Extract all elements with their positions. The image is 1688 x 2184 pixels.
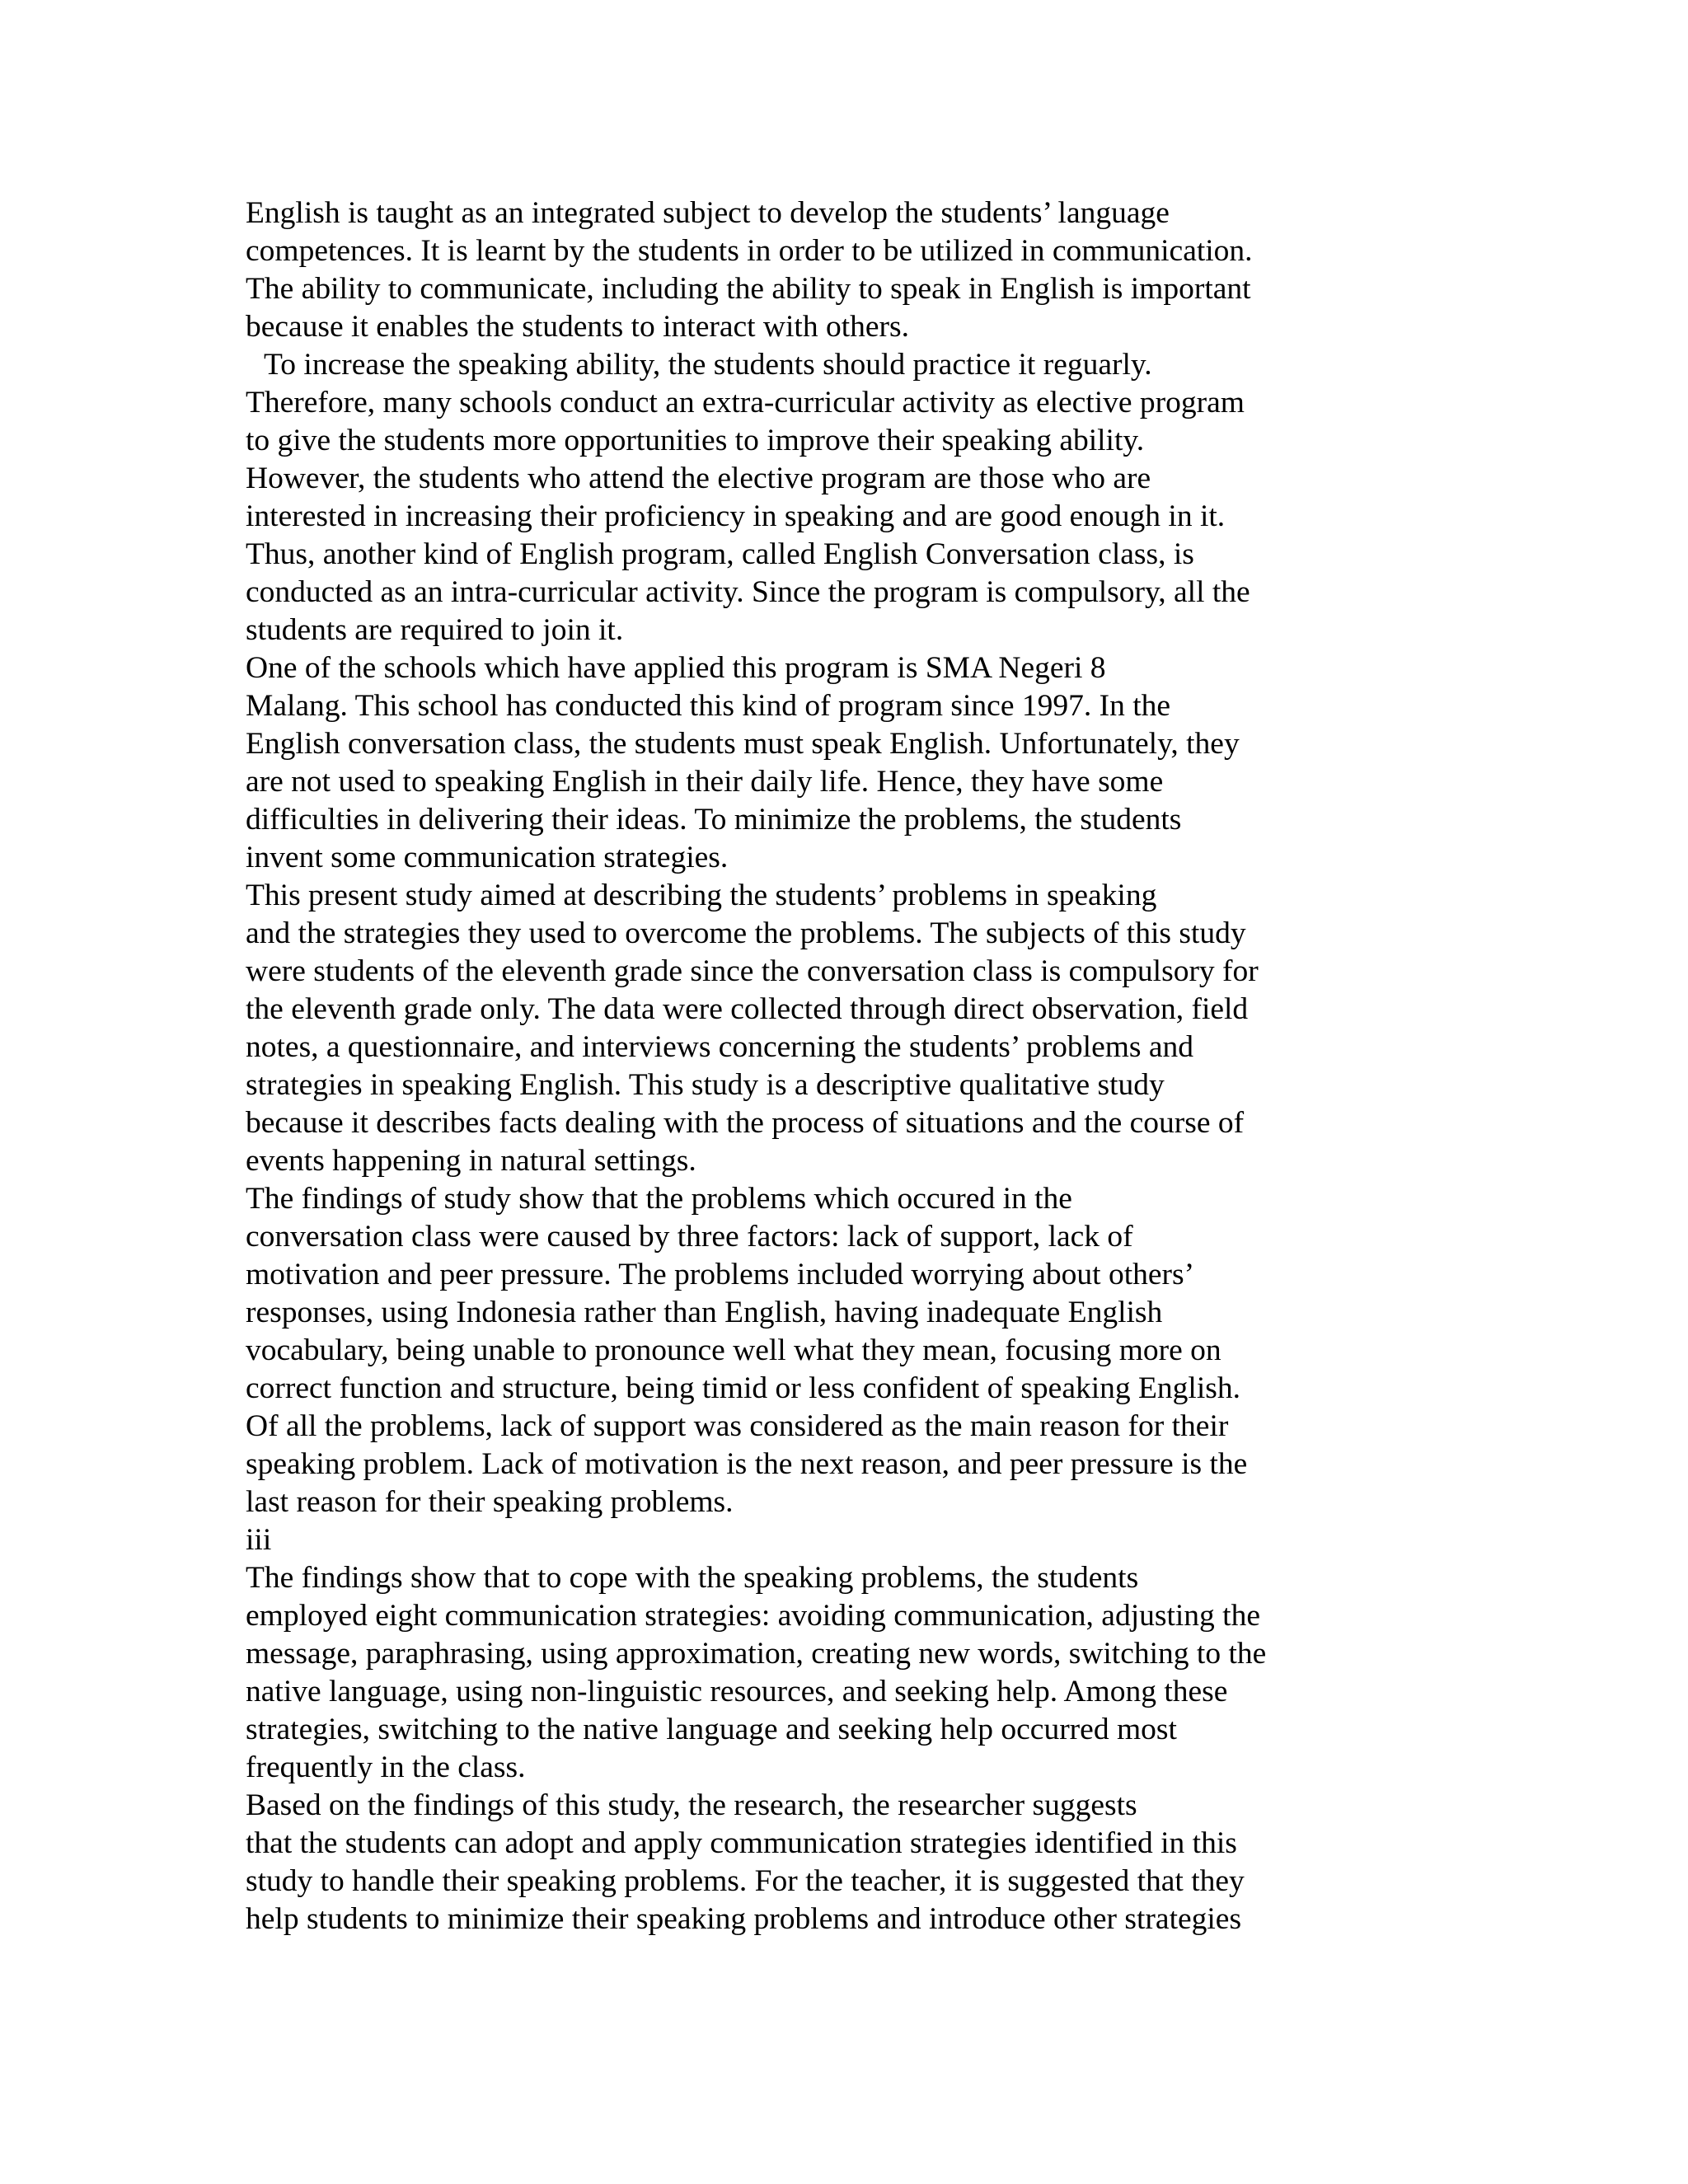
text-line: and the strategies they used to overcome the problems. The subjects of this study xyxy=(246,916,1246,950)
text-line: This present study aimed at describing the students’ problems in speaking xyxy=(246,879,1157,912)
text-line: To increase the speaking ability, the students should practice it reguarly. xyxy=(264,348,1152,382)
text-line: are not used to speaking English in their daily life. Hence, they have some xyxy=(246,765,1164,799)
text-line: to give the students more opportunities to improve their speaking ability. xyxy=(246,424,1145,457)
text-line: help students to minimize their speaking problems and introduce other strategies xyxy=(246,1902,1242,1936)
text-line: because it describes facts dealing with the process of situations and the course of xyxy=(246,1106,1245,1140)
text-line: the eleventh grade only. The data were collected through direct observation, field xyxy=(246,992,1249,1026)
text-line: were students of the eleventh grade since the conversation class is compulsory for xyxy=(246,954,1259,988)
page-number: iii xyxy=(246,1523,272,1557)
text-line: students are required to join it. xyxy=(246,613,624,647)
text-line: because it enables the students to interact with others. xyxy=(246,310,909,344)
text-line: Of all the problems, lack of support was considered as the main reason for their xyxy=(246,1409,1229,1443)
text-line: notes, a questionnaire, and interviews concerning the students’ problems and xyxy=(246,1030,1194,1064)
text-line: native language, using non-linguistic resources, and seeking help. Among these xyxy=(246,1675,1228,1708)
text-line: correct function and structure, being timid or less confident of speaking English. xyxy=(246,1371,1240,1405)
text-line: responses, using Indonesia rather than English, having inadequate English xyxy=(246,1296,1163,1329)
text-line: last reason for their speaking problems. xyxy=(246,1485,734,1519)
text-line: difficulties in delivering their ideas. To minimize the problems, the students xyxy=(246,803,1182,837)
text-line: invent some communication strategies. xyxy=(246,841,729,874)
text-line: The findings show that to cope with the speaking problems, the students xyxy=(246,1561,1139,1595)
text-line: English is taught as an integrated subject to develop the students’ language xyxy=(246,196,1170,230)
text-line: Malang. This school has conducted this kind of program since 1997. In the xyxy=(246,689,1171,723)
text-line: However, the students who attend the elective program are those who are xyxy=(246,462,1151,495)
text-line: vocabulary, being unable to pronounce well what they mean, focusing more on xyxy=(246,1333,1221,1367)
text-line: motivation and peer pressure. The problems included worrying about others’ xyxy=(246,1258,1195,1291)
text-line: employed eight communication strategies: avoiding communication, adjusting the xyxy=(246,1599,1260,1633)
text-line: events happening in natural settings. xyxy=(246,1144,696,1178)
text-line: interested in increasing their proficiency in speaking and are good enough in it. xyxy=(246,499,1226,533)
text-line: Based on the findings of this study, the research, the researcher suggests xyxy=(246,1788,1137,1822)
document-body-text xyxy=(246,194,1424,1938)
text-line: Thus, another kind of English program, called English Conversation class, is xyxy=(246,537,1194,571)
text-line: study to handle their speaking problems. For the teacher, it is suggested that they xyxy=(246,1864,1245,1898)
text-line: strategies, switching to the native language and seeking help occurred most xyxy=(246,1713,1177,1746)
text-line: English conversation class, the students must speak English. Unfortunately, they xyxy=(246,727,1240,761)
text-line: The ability to communicate, including the ability to speak in English is important xyxy=(246,272,1251,306)
text-line: message, paraphrasing, using approximation, creating new words, switching to the xyxy=(246,1637,1267,1671)
text-line: conversation class were caused by three factors: lack of support, lack of xyxy=(246,1220,1133,1254)
text-line: conducted as an intra-curricular activity. Since the program is compulsory, all the xyxy=(246,575,1250,609)
text-line: frequently in the class. xyxy=(246,1750,526,1784)
text-line: The findings of study show that the problems which occured in the xyxy=(246,1182,1072,1216)
text-line: strategies in speaking English. This study is a descriptive qualitative study xyxy=(246,1068,1165,1102)
text-line: Therefore, many schools conduct an extra-curricular activity as elective program xyxy=(246,386,1245,419)
text-line: speaking problem. Lack of motivation is the next reason, and peer pressure is the xyxy=(246,1447,1248,1481)
text-line: that the students can adopt and apply communication strategies identified in this xyxy=(246,1826,1237,1860)
text-line: One of the schools which have applied this program is SMA Negeri 8 xyxy=(246,651,1106,685)
text-line: competences. It is learnt by the students in order to be utilized in communication. xyxy=(246,234,1253,268)
